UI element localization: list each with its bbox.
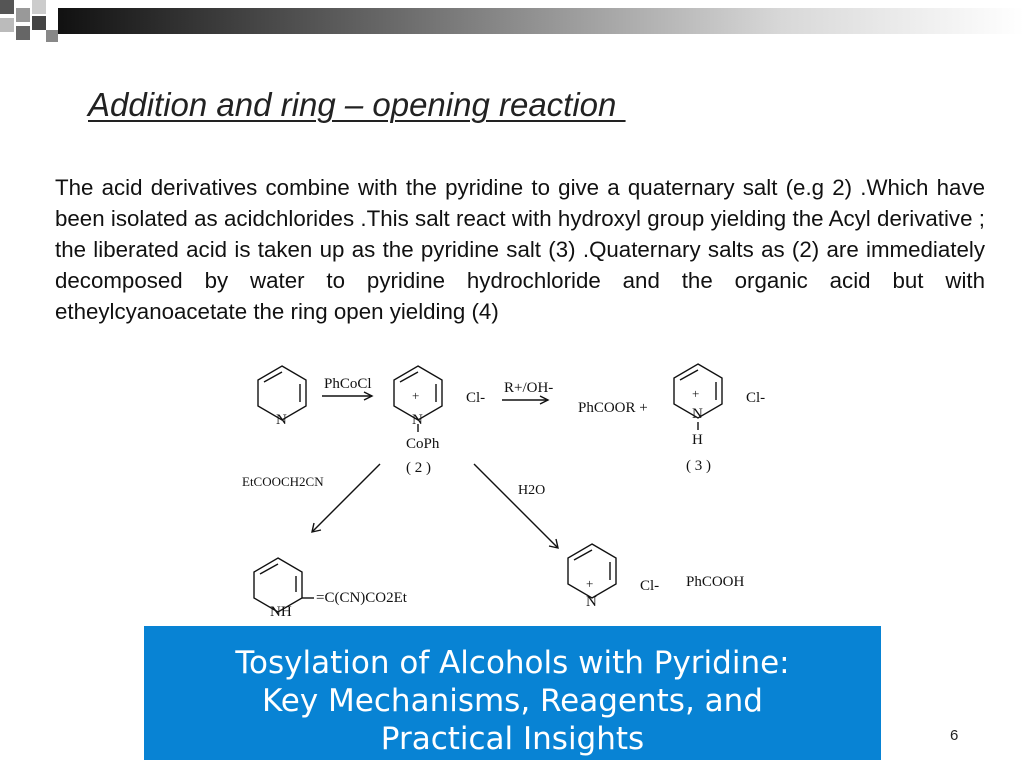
slide-title: Addition and ring – opening reaction: [88, 86, 626, 123]
slide-header-decoration: [0, 0, 1024, 48]
substituent-coph: CoPh: [406, 436, 440, 452]
product-phcooh: PhCOOH: [686, 574, 745, 590]
reagent-etcooch2cn: EtCOOCH2CN: [242, 474, 324, 489]
reagent-phcocl: PhCoCl: [324, 376, 372, 392]
reaction-scheme: [236, 362, 796, 622]
page-number: 6: [950, 727, 959, 744]
reagent-h2o: H2O: [518, 483, 546, 498]
slide-paragraph: The acid derivatives combine with the pyridine to give a quaternary salt (e.g 2) .Which have been isolated as acidchlorides .This salt react with hydroxyl group yielding the Acyl derivative ; the liberated acid is taken up as the pyridine salt (3) .Quaternary salts as (2) are immediately decomposed by water to pyridine hydrochloride and the organic acid but with etheylcyanoacetate the ring open yielding (4): [55, 175, 985, 324]
arrow-4: [474, 464, 558, 548]
product-phcoor: PhCOOR +: [578, 400, 648, 416]
reagent-r-oh: R+/OH-: [504, 380, 554, 396]
counterion-2: Cl-: [746, 390, 766, 406]
banner-line-2: Key Mechanisms, Reagents, and: [262, 683, 763, 719]
compound-label-2: ( 2 ): [406, 460, 431, 476]
banner-line-3: Practical Insights: [380, 721, 645, 757]
h-label-3: H: [692, 432, 703, 448]
plus-label-5: +: [586, 576, 594, 591]
compound-label-3: ( 3 ): [686, 458, 711, 474]
banner-line-1: Tosylation of Alcohols with Pyridine:: [235, 645, 790, 681]
product-4-substituent: =C(CN)CO2Et: [316, 590, 407, 606]
title-banner: [144, 626, 881, 760]
plus-label-3: +: [692, 386, 700, 401]
counterion-3: Cl-: [640, 578, 660, 594]
nh-label: NH: [270, 604, 292, 620]
counterion-1: Cl-: [466, 390, 486, 406]
n-label-3: N: [692, 406, 703, 422]
n-label-2: N: [412, 412, 423, 428]
plus-label-2: +: [412, 388, 420, 403]
n-label-1: N: [276, 412, 287, 428]
n-label-5: N: [586, 594, 597, 610]
